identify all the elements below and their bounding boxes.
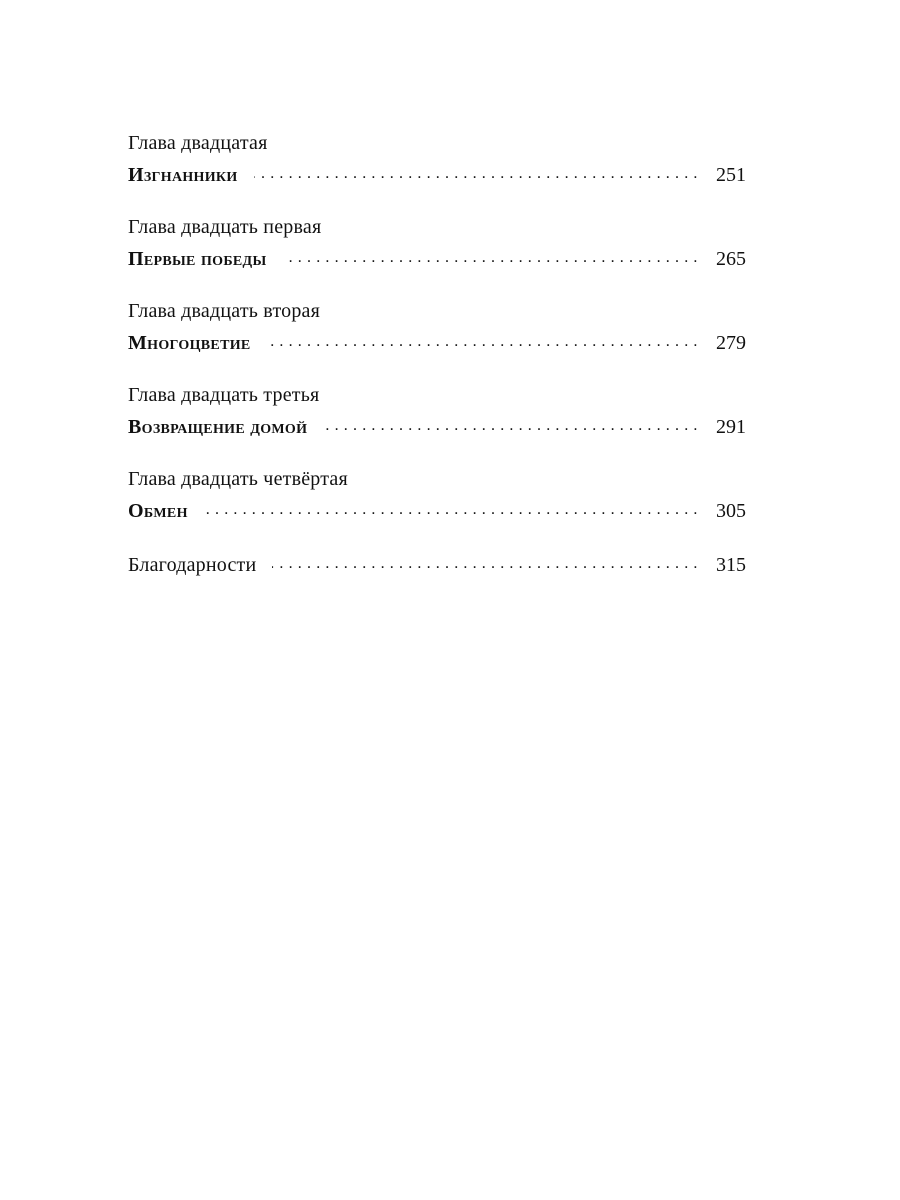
chapter-title: Первые победы <box>128 248 267 270</box>
page-number: 305 <box>716 500 746 522</box>
chapter-title: Возвращение домой <box>128 416 308 438</box>
chapter-title: Многоцветие <box>128 332 251 354</box>
chapter-title: Изгнанники <box>128 164 238 186</box>
toc-entry-acknowledgements[interactable] <box>128 548 746 582</box>
page-number: 279 <box>716 332 746 354</box>
chapter-label: Глава двадцать четвёртая <box>128 468 348 490</box>
chapter-label: Глава двадцать вторая <box>128 300 321 322</box>
chapter-label: Глава двадцать первая <box>128 216 322 238</box>
toc-chapter-24 <box>128 464 746 528</box>
dot-leader <box>267 329 698 349</box>
toc-entry[interactable] <box>128 242 746 276</box>
dot-leader <box>204 497 698 517</box>
chapter-title: Обмен <box>128 500 188 522</box>
toc-chapter-21 <box>128 212 746 276</box>
dot-leader <box>272 551 698 571</box>
dot-leader <box>283 245 698 265</box>
acknowledgements-title: Благодарности <box>128 554 257 576</box>
toc-chapter-20 <box>128 128 746 192</box>
toc-entry[interactable] <box>128 410 746 444</box>
dot-leader <box>323 413 698 433</box>
toc-entry[interactable] <box>128 494 746 528</box>
dot-leader <box>254 161 698 181</box>
toc-chapter-23 <box>128 380 746 444</box>
page-number: 315 <box>716 554 746 576</box>
page-number: 265 <box>716 248 746 270</box>
chapter-label: Глава двадцатая <box>128 132 268 154</box>
toc-entry[interactable] <box>128 158 746 192</box>
toc-chapter-22 <box>128 296 746 360</box>
page-number: 251 <box>716 164 746 186</box>
page-number: 291 <box>716 416 746 438</box>
toc-entry[interactable] <box>128 326 746 360</box>
table-of-contents <box>128 128 746 582</box>
chapter-label: Глава двадцать третья <box>128 384 320 406</box>
